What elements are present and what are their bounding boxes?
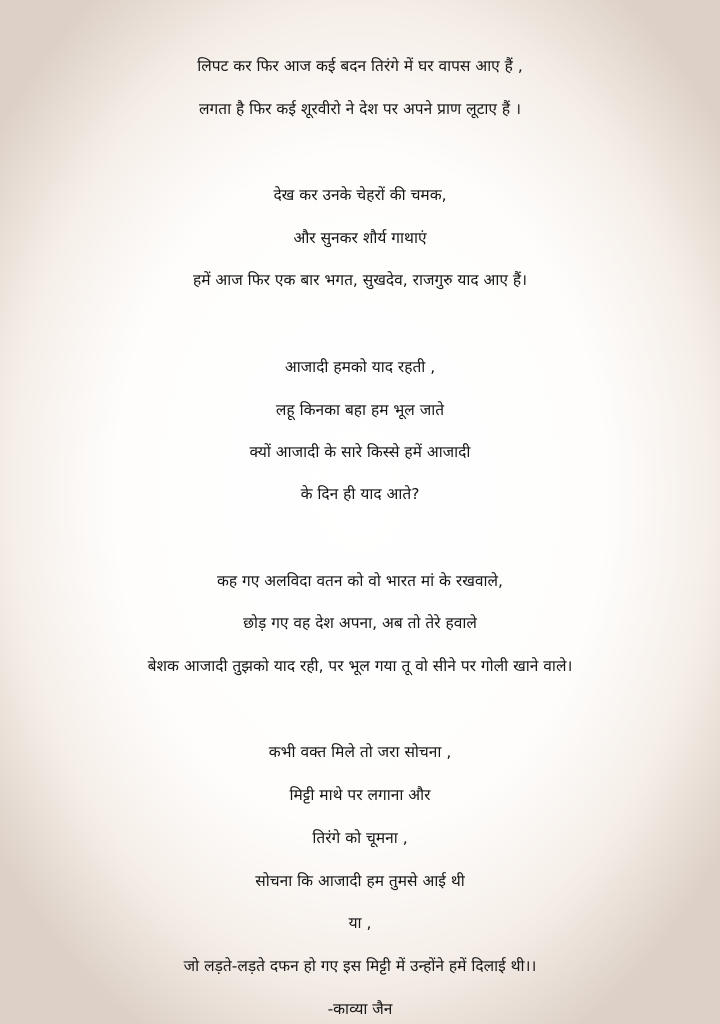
poem-line: कह गए अलविदा वतन को वो भारत मां के रखवाले,	[217, 572, 503, 590]
poem-line: या ,	[348, 914, 372, 932]
poem-author: -काव्या जैन	[327, 1000, 393, 1018]
poem-line: मिट्टी माथे पर लगाना और	[289, 786, 431, 804]
poem-line: देख कर उनके चेहरों की चमक,	[273, 186, 447, 204]
poem-line: क्यों आजादी के सारे किस्से हमें आजादी	[249, 443, 471, 461]
poem-line: सोचना कि आजादी हम तुमसे आई थी	[255, 872, 465, 890]
poem-line: लिपट कर फिर आज कई बदन तिरंगे में घर वापस आए हैं ,	[197, 57, 523, 75]
poem-line: तिरंगे को चूमना ,	[312, 829, 408, 847]
poem-line: छोड़ गए वह देश अपना, अब तो तेरे हवाले	[243, 614, 477, 632]
poem-line: लहू किनका बहा हम भूल जाते	[275, 401, 445, 419]
poem-line: लगता है फिर कई शूरवीरो ने देश पर अपने प्राण लूटाए हैं ।	[199, 100, 521, 118]
poem-line: और सुनकर शौर्य गाथाएं	[293, 229, 427, 247]
poem-line: के दिन ही याद आते?	[300, 485, 420, 503]
poem-line: बेशक आजादी तुझको याद रही, पर भूल गया तू वो सीने पर गोली खाने वाले।	[147, 657, 573, 675]
poem-line: कभी वक्त मिले तो जरा सोचना ,	[268, 743, 452, 761]
poem-line: हमें आज फिर एक बार भगत, सुखदेव, राजगुरु याद आए हैं।	[192, 271, 528, 289]
poem-line: आजादी हमको याद रहती ,	[284, 358, 436, 376]
poem-line: जो लड़ते-लड़ते दफन हो गए इस मिट्टी में उन्होंने हमें दिलाई थी।।	[183, 957, 537, 975]
